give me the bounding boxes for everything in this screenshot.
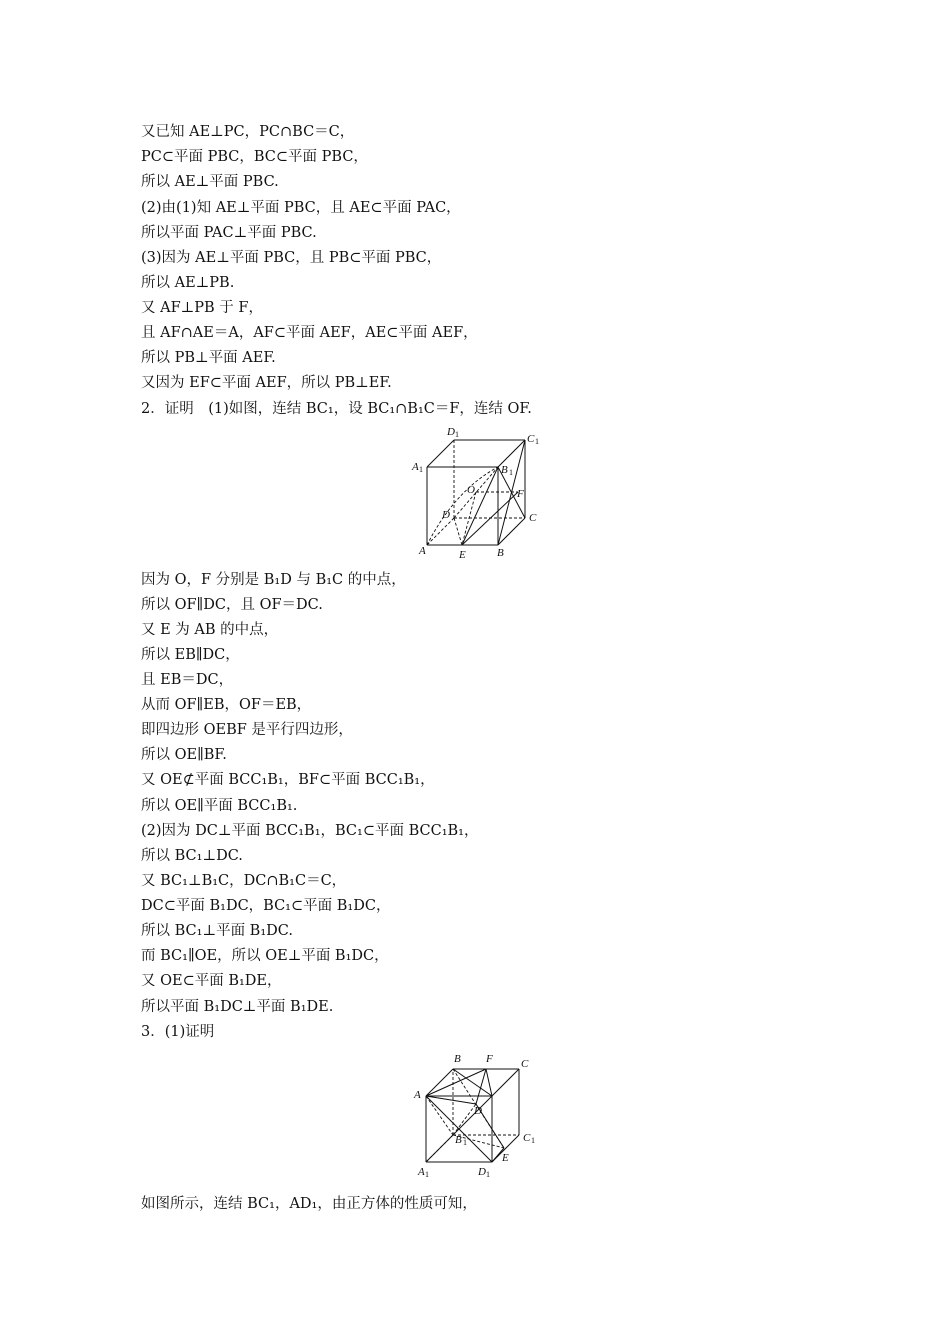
label-c: C xyxy=(529,512,537,524)
text-line: 又已知 AE⊥PC，PC∩BC＝C， xyxy=(141,124,355,140)
label-sub: 1 xyxy=(509,468,513,477)
label-a1: A xyxy=(418,1166,425,1178)
label-sub: 1 xyxy=(419,465,423,474)
label-b1: B xyxy=(501,464,508,476)
label-f: F xyxy=(486,1053,493,1065)
label-c1: C xyxy=(523,1132,531,1144)
text-line: 所以 AE⊥PB. xyxy=(141,275,235,291)
text-line: (2)由(1)知 AE⊥平面 PBC，且 AE⊂平面 PAC， xyxy=(141,200,461,216)
label-d: D xyxy=(474,1105,482,1117)
label-e: E xyxy=(459,549,466,561)
text-line: 又 OE⊂平面 B₁DE， xyxy=(141,973,282,989)
label-d1: D xyxy=(478,1166,486,1178)
text-line: 又 BC₁⊥B₁C，DC∩B₁C＝C， xyxy=(141,873,347,889)
label-d: D xyxy=(442,509,450,521)
text-line: 且 AF∩AE＝A，AF⊂平面 AEF，AE⊂平面 AEF， xyxy=(141,325,478,341)
text-line: 所以 EB∥DC， xyxy=(141,647,240,663)
label-b: B xyxy=(454,1053,461,1065)
text-line: 所以 BC₁⊥平面 B₁DC. xyxy=(141,923,293,939)
text-line: 且 EB＝DC， xyxy=(141,672,234,688)
label-sub: 1 xyxy=(425,1170,429,1179)
label-sub: 1 xyxy=(486,1170,490,1179)
label-a: A xyxy=(414,1089,421,1101)
text-line: 因为 O，F 分别是 B₁D 与 B₁C 的中点， xyxy=(141,572,406,588)
text-line: 又 OE⊄平面 BCC₁B₁，BF⊂平面 BCC₁B₁， xyxy=(141,772,435,788)
label-d1: D xyxy=(447,426,455,438)
text-line: 而 BC₁∥OE，所以 OE⊥平面 B₁DC， xyxy=(141,948,389,964)
label-f: F xyxy=(517,488,524,500)
text-line: 从而 OF∥EB，OF＝EB， xyxy=(141,697,312,713)
label-c1: C xyxy=(527,433,535,445)
text-line: (3)因为 AE⊥平面 PBC，且 PB⊂平面 PBC， xyxy=(141,250,442,266)
cube-figure-1 xyxy=(405,420,555,565)
text-line: 2．证明 (1)如图，连结 BC₁，设 BC₁∩B₁C＝F，连结 OF. xyxy=(141,401,532,417)
text-line: 如图所示，连结 BC₁，AD₁，由正方体的性质可知， xyxy=(141,1196,477,1212)
label-c: C xyxy=(521,1058,529,1070)
label-sub: 1 xyxy=(463,1138,467,1147)
text-line: 又 AF⊥PB 于 F， xyxy=(141,300,263,316)
text-line: 所以平面 PAC⊥平面 PBC. xyxy=(141,225,317,241)
label-sub: 1 xyxy=(531,1136,535,1145)
text-line: 3．(1)证明 xyxy=(141,1024,215,1040)
cube-figure-2 xyxy=(408,1048,548,1183)
text-line: DC⊂平面 B₁DC，BC₁⊂平面 B₁DC， xyxy=(141,898,391,914)
label-o: O xyxy=(467,484,475,496)
text-line: 所以 OF∥DC，且 OF＝DC. xyxy=(141,597,323,613)
label-b: B xyxy=(497,547,504,559)
text-line: 所以 BC₁⊥DC. xyxy=(141,848,243,864)
label-a: A xyxy=(419,545,426,557)
label-a1: A xyxy=(412,461,419,473)
label-sub: 1 xyxy=(455,430,459,439)
text-line: 又 E 为 AB 的中点， xyxy=(141,622,279,638)
text-line: 所以 PB⊥平面 AEF. xyxy=(141,350,276,366)
label-sub: 1 xyxy=(535,437,539,446)
text-line: 即四边形 OEBF 是平行四边形， xyxy=(141,722,353,738)
text-line: 又因为 EF⊂平面 AEF，所以 PB⊥EF. xyxy=(141,375,392,391)
label-b1: B xyxy=(455,1134,462,1146)
text-line: 所以 AE⊥平面 PBC. xyxy=(141,174,279,190)
text-line: 所以 OE∥BF. xyxy=(141,747,227,763)
label-e: E xyxy=(502,1152,509,1164)
text-line: 所以平面 B₁DC⊥平面 B₁DE. xyxy=(141,999,334,1015)
text-line: 所以 OE∥平面 BCC₁B₁. xyxy=(141,798,298,814)
text-line: PC⊂平面 PBC，BC⊂平面 PBC， xyxy=(141,149,368,165)
text-line: (2)因为 DC⊥平面 BCC₁B₁，BC₁⊂平面 BCC₁B₁， xyxy=(141,823,479,839)
